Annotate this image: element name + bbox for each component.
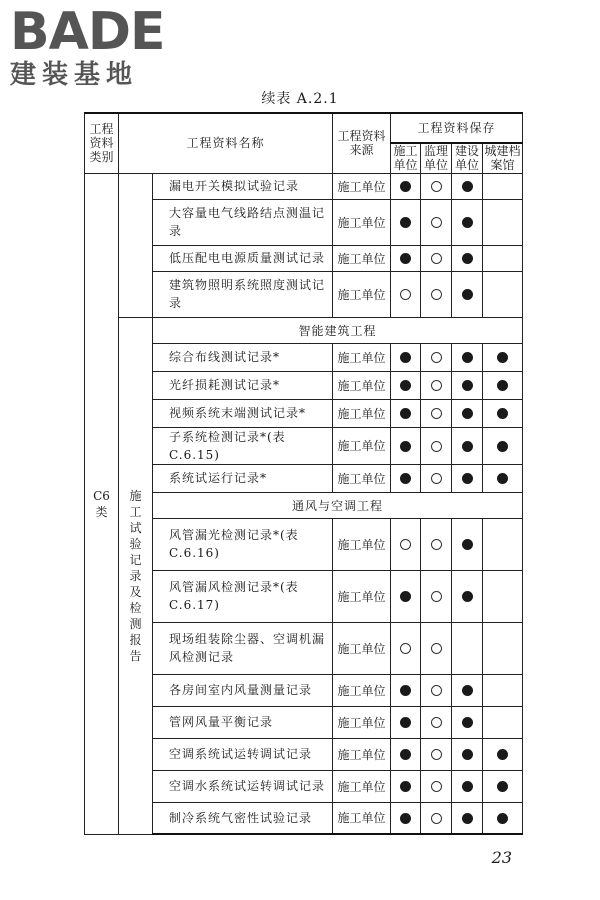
filled-circle-icon <box>400 685 411 696</box>
subcategory-blank <box>119 173 153 317</box>
hollow-circle-icon <box>400 539 411 550</box>
header-name: 工程资料名称 <box>119 113 333 173</box>
retention-cell <box>483 427 523 464</box>
record-source: 施工单位 <box>333 674 391 706</box>
retention-cell <box>483 738 523 770</box>
hollow-circle-icon <box>431 591 442 602</box>
hollow-circle-icon <box>400 643 411 654</box>
hollow-circle-icon <box>431 380 442 391</box>
filled-circle-icon <box>400 591 411 602</box>
record-source: 施工单位 <box>333 245 391 271</box>
filled-circle-icon <box>462 289 473 300</box>
retention-cell <box>421 343 452 371</box>
retention-cell <box>421 622 452 674</box>
header-retention-col: 城建档案馆 <box>484 144 521 173</box>
retention-cell <box>483 199 523 245</box>
record-name: 空调水系统试运转调试记录 <box>153 770 333 802</box>
filled-circle-icon <box>462 253 473 264</box>
retention-cell <box>391 427 421 464</box>
logo-wordmark: BADE <box>10 2 165 62</box>
filled-circle-icon <box>400 781 411 792</box>
record-source: 施工单位 <box>333 570 391 622</box>
header-category: 工程资料类别 <box>85 113 119 173</box>
retention-cell <box>421 199 452 245</box>
retention-cell <box>421 427 452 464</box>
retention-cell <box>452 371 483 399</box>
record-source: 施工单位 <box>333 706 391 738</box>
filled-circle-icon <box>462 749 473 760</box>
retention-cell <box>483 464 523 492</box>
hollow-circle-icon <box>431 643 442 654</box>
retention-cell <box>452 343 483 371</box>
filled-circle-icon <box>400 408 411 419</box>
record-name: 漏电开关模拟试验记录 <box>153 173 333 199</box>
filled-circle-icon <box>400 380 411 391</box>
retention-cell <box>421 518 452 570</box>
filled-circle-icon <box>400 441 411 452</box>
record-name: 风管漏光检测记录*(表 C.6.16) <box>153 518 333 570</box>
record-source: 施工单位 <box>333 770 391 802</box>
record-source: 施工单位 <box>333 173 391 199</box>
record-source: 施工单位 <box>333 464 391 492</box>
retention-cell <box>483 399 523 427</box>
retention-cell <box>391 622 421 674</box>
filled-circle-icon <box>462 181 473 192</box>
header-retention-col: 施工单位 <box>391 143 421 173</box>
filled-circle-icon <box>462 539 473 550</box>
retention-cell <box>391 173 421 199</box>
record-source: 施工单位 <box>333 199 391 245</box>
retention-cell <box>452 674 483 706</box>
retention-cell <box>421 802 452 834</box>
retention-cell <box>452 199 483 245</box>
retention-cell <box>421 271 452 317</box>
retention-cell <box>452 770 483 802</box>
retention-cell <box>391 399 421 427</box>
filled-circle-icon <box>497 441 508 452</box>
filled-circle-icon <box>400 253 411 264</box>
retention-cell <box>483 173 523 199</box>
retention-cell <box>452 738 483 770</box>
retention-cell <box>483 622 523 674</box>
record-name: 空调系统试运转调试记录 <box>153 738 333 770</box>
record-name: 视频系统末端测试记录* <box>153 399 333 427</box>
retention-cell <box>452 399 483 427</box>
hollow-circle-icon <box>431 289 442 300</box>
filled-circle-icon <box>462 717 473 728</box>
record-source: 施工单位 <box>333 271 391 317</box>
record-name: 各房间室内风量测量记录 <box>153 674 333 706</box>
filled-circle-icon <box>462 217 473 228</box>
category-cell: C6类 <box>85 173 119 834</box>
section-heading: 通风与空调工程 <box>153 492 523 518</box>
retention-cell <box>391 464 421 492</box>
record-name: 系统试运行记录* <box>153 464 333 492</box>
retention-cell <box>391 802 421 834</box>
retention-cell <box>391 770 421 802</box>
table-caption: 续表 A.2.1 <box>261 91 339 107</box>
hollow-circle-icon <box>431 408 442 419</box>
hollow-circle-icon <box>431 813 442 824</box>
logo-subtitle: 建装基地 <box>10 60 139 90</box>
filled-circle-icon <box>400 352 411 363</box>
retention-cell <box>483 570 523 622</box>
record-source: 施工单位 <box>333 399 391 427</box>
record-name: 建筑物照明系统照度测试记录 <box>153 271 333 317</box>
retention-cell <box>391 271 421 317</box>
retention-cell <box>391 245 421 271</box>
retention-cell <box>452 706 483 738</box>
record-name: 制冷系统气密性试验记录 <box>153 802 333 834</box>
hollow-circle-icon <box>431 181 442 192</box>
retention-cell <box>391 343 421 371</box>
retention-cell <box>452 427 483 464</box>
filled-circle-icon <box>497 408 508 419</box>
section-heading: 智能建筑工程 <box>153 317 523 343</box>
retention-cell <box>452 245 483 271</box>
retention-cell <box>421 706 452 738</box>
retention-cell <box>452 271 483 317</box>
header-retention-col: 监理单位 <box>421 143 452 173</box>
retention-cell <box>483 245 523 271</box>
retention-cell <box>421 770 452 802</box>
record-name: 光纤损耗测试记录* <box>153 371 333 399</box>
record-name: 子系统检测记录*(表 C.6.15) <box>153 427 333 464</box>
retention-cell <box>483 343 523 371</box>
filled-circle-icon <box>462 591 473 602</box>
filled-circle-icon <box>462 813 473 824</box>
filled-circle-icon <box>497 473 508 484</box>
retention-cell <box>391 371 421 399</box>
hollow-circle-icon <box>400 289 411 300</box>
retention-cell <box>421 738 452 770</box>
filled-circle-icon <box>462 781 473 792</box>
filled-circle-icon <box>400 717 411 728</box>
hollow-circle-icon <box>431 352 442 363</box>
retention-cell <box>391 518 421 570</box>
retention-cell <box>421 371 452 399</box>
record-source: 施工单位 <box>333 802 391 834</box>
hollow-circle-icon <box>431 441 442 452</box>
retention-cell <box>452 802 483 834</box>
page-number: 23 <box>491 848 512 867</box>
record-source: 施工单位 <box>333 343 391 371</box>
retention-cell <box>391 570 421 622</box>
filled-circle-icon <box>497 380 508 391</box>
hollow-circle-icon <box>431 749 442 760</box>
retention-cell <box>421 173 452 199</box>
filled-circle-icon <box>400 217 411 228</box>
retention-cell <box>483 706 523 738</box>
retention-cell <box>452 570 483 622</box>
hollow-circle-icon <box>431 217 442 228</box>
record-name: 低压配电电源质量测试记录 <box>153 245 333 271</box>
filled-circle-icon <box>497 813 508 824</box>
filled-circle-icon <box>400 749 411 760</box>
header-source: 工程资料来源 <box>333 113 391 173</box>
retention-cell <box>452 518 483 570</box>
header-retention: 工程资料保存 <box>391 113 523 143</box>
filled-circle-icon <box>462 441 473 452</box>
retention-cell <box>421 399 452 427</box>
record-name: 管网风量平衡记录 <box>153 706 333 738</box>
retention-cell <box>421 674 452 706</box>
record-source: 施工单位 <box>333 371 391 399</box>
retention-cell <box>483 802 523 834</box>
filled-circle-icon <box>497 781 508 792</box>
record-name: 现场组装除尘器、空调机漏风检测记录 <box>153 622 333 674</box>
record-source: 施工单位 <box>333 622 391 674</box>
record-name: 风管漏风检测记录*(表 C.6.17) <box>153 570 333 622</box>
filled-circle-icon <box>462 380 473 391</box>
filled-circle-icon <box>462 473 473 484</box>
record-source: 施工单位 <box>333 427 391 464</box>
logo <box>10 2 180 90</box>
retention-cell <box>483 271 523 317</box>
retention-cell <box>483 770 523 802</box>
retention-cell <box>421 570 452 622</box>
filled-circle-icon <box>462 685 473 696</box>
record-name: 大容量电气线路结点测温记录 <box>153 199 333 245</box>
record-name: 综合布线测试记录* <box>153 343 333 371</box>
filled-circle-icon <box>462 352 473 363</box>
retention-cell <box>452 173 483 199</box>
retention-cell <box>483 674 523 706</box>
filled-circle-icon <box>497 749 508 760</box>
filled-circle-icon <box>400 813 411 824</box>
retention-cell <box>391 738 421 770</box>
records-table <box>84 112 523 835</box>
record-source: 施工单位 <box>333 518 391 570</box>
retention-cell <box>421 245 452 271</box>
retention-cell <box>391 706 421 738</box>
hollow-circle-icon <box>431 539 442 550</box>
retention-cell <box>421 464 452 492</box>
table-row <box>85 173 523 199</box>
retention-cell <box>391 674 421 706</box>
filled-circle-icon <box>497 352 508 363</box>
filled-circle-icon <box>400 181 411 192</box>
retention-cell <box>483 371 523 399</box>
retention-cell <box>452 464 483 492</box>
filled-circle-icon <box>462 408 473 419</box>
retention-cell <box>391 199 421 245</box>
hollow-circle-icon <box>431 685 442 696</box>
record-source: 施工单位 <box>333 738 391 770</box>
section-row <box>85 317 523 343</box>
hollow-circle-icon <box>431 717 442 728</box>
hollow-circle-icon <box>431 781 442 792</box>
header-retention-col: 建设单位 <box>452 143 483 173</box>
subcategory-cell: 施工试验记录及检测报告 <box>119 317 153 834</box>
hollow-circle-icon <box>431 473 442 484</box>
retention-cell <box>483 518 523 570</box>
retention-cell <box>452 622 483 674</box>
filled-circle-icon <box>400 473 411 484</box>
hollow-circle-icon <box>431 253 442 264</box>
